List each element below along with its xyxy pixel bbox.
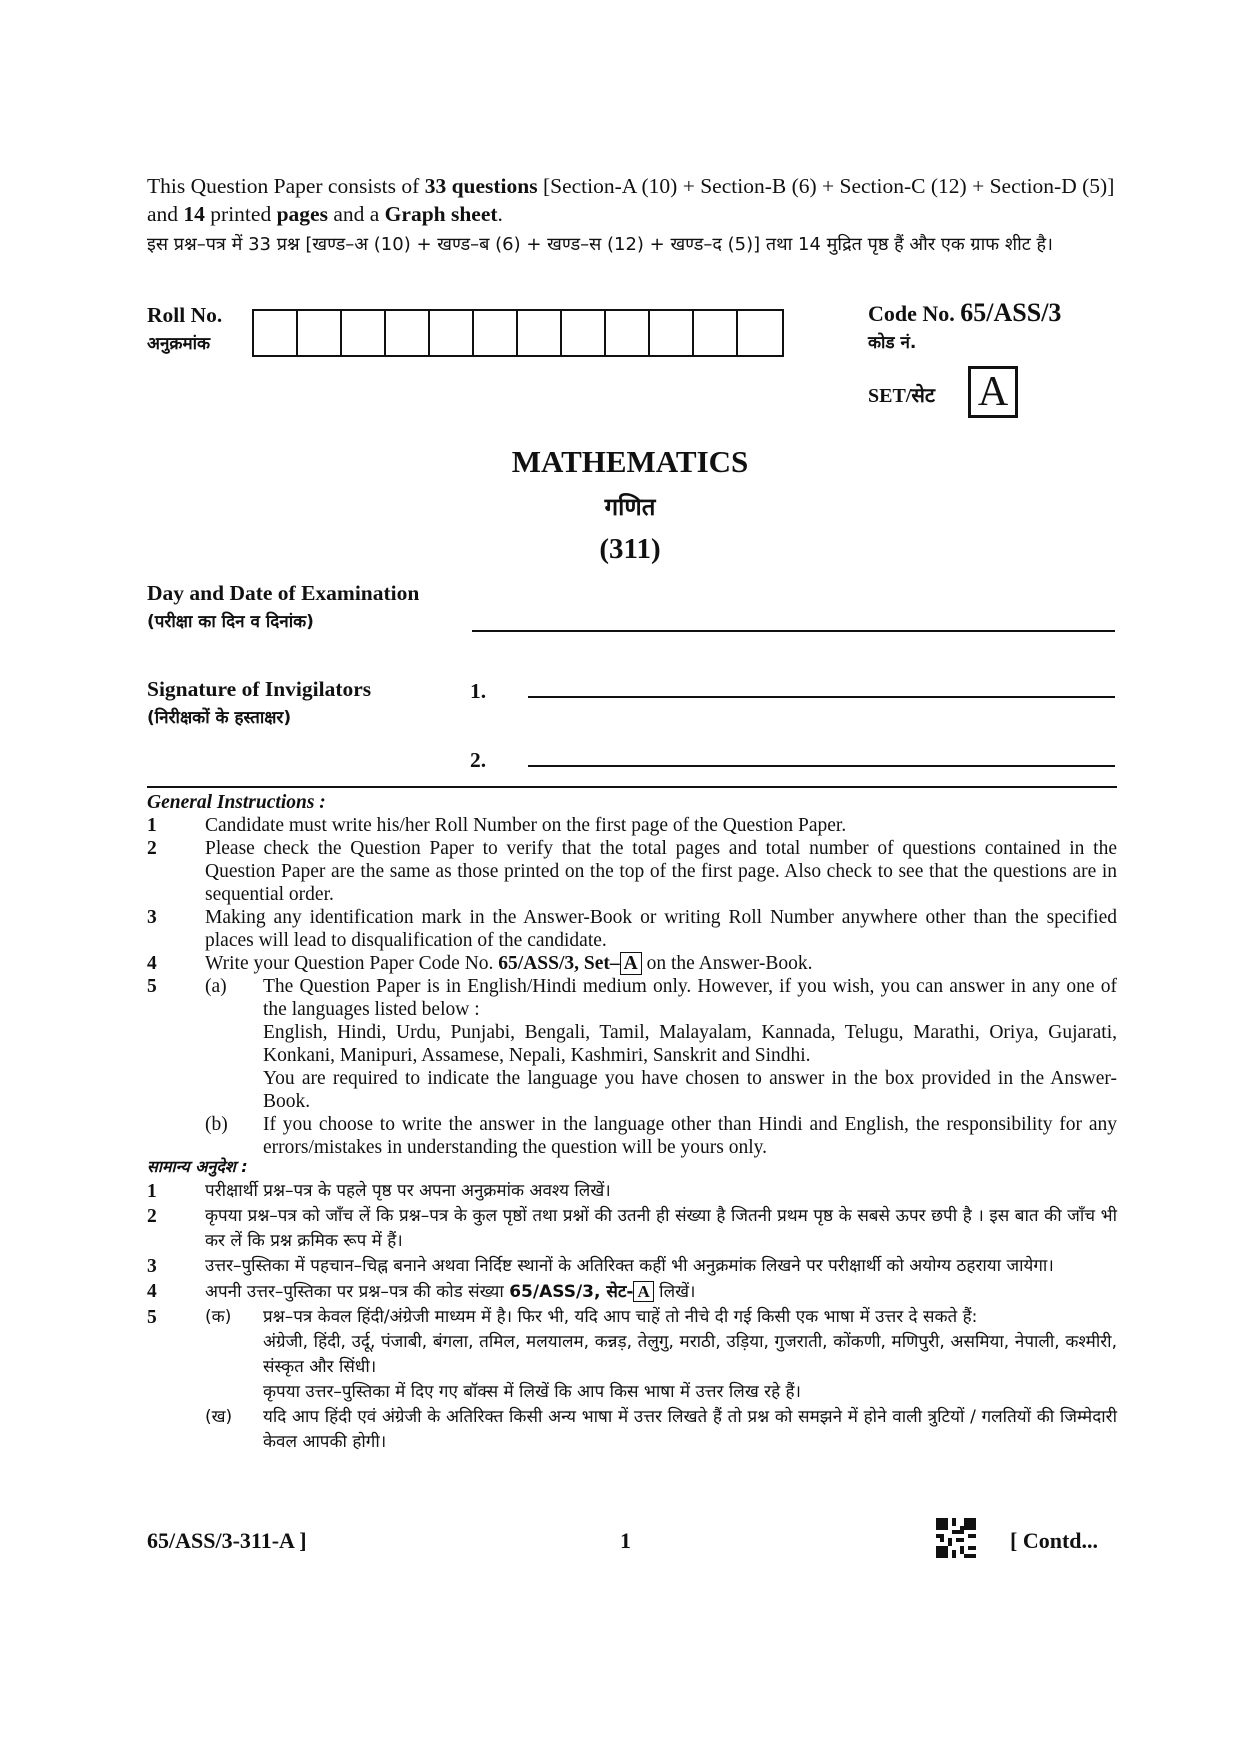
list-item: 3 उत्तर–पुस्तिका में पहचान–चिह्न बनाने अथवा निर्दिष्ट स्थानों के अतिरिक्त कहीं भी अनुक्रमांक लिखने पर परीक्षार्थी को अयोग्य ठहराया जायेगा। — [147, 1256, 1054, 1277]
roll-label: Roll No. अनुक्रमांक — [147, 303, 223, 354]
roll-number-cell[interactable] — [606, 311, 650, 355]
footer-code: 65/ASS/3-311-A ] — [147, 1528, 307, 1553]
exam-date-line[interactable] — [472, 630, 1115, 632]
set-box: A — [968, 366, 1018, 418]
invigilator-1-number: 1. — [470, 679, 487, 703]
subject-title-hindi: गणित — [604, 493, 656, 521]
roll-number-cell[interactable] — [738, 311, 782, 355]
general-instructions — [147, 791, 1117, 1159]
roll-number-cell[interactable] — [518, 311, 562, 355]
list-item: 4 Write your Question Paper Code No. 65/ASS/3, Set– A on the Answer-Book. — [147, 953, 813, 974]
list-item: 1 परीक्षार्थी प्रश्न–पत्र के पहले पृष्ठ पर अपना अनुक्रमांक अवश्य लिखें। — [147, 1181, 611, 1202]
roll-number-cell[interactable] — [430, 311, 474, 355]
divider — [147, 786, 1117, 788]
invigilator-label: Signature of Invigilators (निरीक्षकों के हस्ताक्षर) — [147, 677, 372, 728]
continued-label: [ Contd... — [1010, 1528, 1099, 1553]
subject-code: (311) — [599, 533, 661, 565]
invigilator-1-line[interactable] — [528, 696, 1115, 698]
general-instructions-hindi — [147, 1154, 1117, 1455]
exam-date-label: Day and Date of Examination (परीक्षा का दिन व दिनांक) — [147, 581, 420, 632]
roll-number-cell[interactable] — [694, 311, 738, 355]
roll-number-cell[interactable] — [474, 311, 518, 355]
list-item: 5 (क) प्रश्न–पत्र केवल हिंदी/अंग्रेजी माध्यम में है। फिर भी, यदि आप चाहें तो नीचे दी गई किसी एक भाषा में उत्तर दे सकते हैं: अंग्रेजी, हिंदी, उर्दू, पंजाबी, बंगला, तमिल, मलयालम, कन्नड़, तेलुगु, मराठी, उड़िया, गुजराती, कोंकणी, मणिपुरी, असमिया, नेपाली, कश्मीरी, संस्कृत और सिंधी। कृपया उत्तर–पुस्तिका में दिए गए बॉक्स में लिखें कि आप किस भाषा में उत्तर लिख रहे हैं। (ख) यदि आप हिंदी एवं अंग्रेजी के अतिरिक्त किसी अन्य भाषा में उत्तर लिखते हैं तो प्रश्न को समझने में होने वाली त्रुटियों / गलतियों की जिम्मेदारी केवल आपकी होगी। — [147, 1307, 1117, 1452]
roll-number-cell[interactable] — [650, 311, 694, 355]
instructions-heading-hindi: सामान्य अनुदेश : — [147, 1157, 248, 1176]
intro-hindi: इस प्रश्न–पत्र में 33 प्रश्न [खण्ड–अ (10) + खण्ड–ब (6) + खण्ड–स (12) + खण्ड–द (5)] तथा 14 मुद्रित पृष्ठ हैं और एक ग्राफ शीट है। — [147, 234, 1053, 255]
list-item: 1 Candidate must write his/her Roll Number on the first page of the Question Paper. — [147, 815, 847, 836]
invigilator-2-number: 2. — [470, 748, 487, 772]
qr-code-icon — [936, 1518, 976, 1558]
intro-english: This Question Paper consists of 33 questions [Section-A (10) + Section-B (6) + Section-C (12) + Section-D (5)] and 14 printed pages and a Graph sheet. — [147, 174, 1115, 226]
set-label: SET/सेट — [868, 385, 935, 407]
roll-number-cell[interactable] — [342, 311, 386, 355]
list-item: 3 Making any identification mark in the Answer-Book or writing Roll Number anywhere other than the specified places will lead to disqualification of the candidate. — [147, 907, 1117, 951]
list-item: 2 Please check the Question Paper to verify that the total pages and total number of questions contained in the Question Paper are the same as those printed on the top of the first page. Also check to see that the questions are in sequential order. — [147, 838, 1117, 905]
subject-title: MATHEMATICS — [511, 444, 749, 479]
list-item: 4 अपनी उत्तर–पुस्तिका पर प्रश्न–पत्र की कोड संख्या 65/ASS/3, सेट- A लिखें। — [147, 1281, 696, 1302]
invigilator-2-line[interactable] — [528, 765, 1115, 767]
roll-number-cell[interactable] — [298, 311, 342, 355]
list-item: 2 कृपया प्रश्न–पत्र को जाँच लें कि प्रश्न–पत्र के कुल पृष्ठों तथा प्रश्नों की उतनी ही संख्या है जितनी प्रथम पृष्ठ के सबसे ऊपर छपी है । इस बात की जाँच भी कर लें कि प्रश्न क्रमिक रूप में हैं। — [147, 1206, 1117, 1251]
roll-number-cell[interactable] — [562, 311, 606, 355]
roll-number-cell[interactable] — [254, 311, 298, 355]
roll-number-grid[interactable] — [252, 309, 784, 357]
roll-number-cell[interactable] — [386, 311, 430, 355]
list-item: 5 (a) The Question Paper is in English/Hindi medium only. However, if you wish, you can answer in any one of the languages listed below : English, Hindi, Urdu, Punjabi, Bengali, Tamil, Malayalam, Kannada, Telugu, Marathi, Oriya, Gujarati, Konkani, Manipuri, Assamese, Nepali, Kashmiri, Sanskrit and Sindhi. You are required to indicate the language you have chosen to answer in the box provided in the Answer-Book. (b) If you choose to write the answer in the language other than Hindi and English, the responsibility for any errors/mistakes in understanding the question will be yours only. — [147, 976, 1117, 1158]
code-block: Code No. 65/ASS/3 कोड नं. — [868, 298, 1062, 353]
page-number: 1 — [620, 1528, 631, 1553]
instructions-heading: General Instructions : — [147, 792, 326, 813]
